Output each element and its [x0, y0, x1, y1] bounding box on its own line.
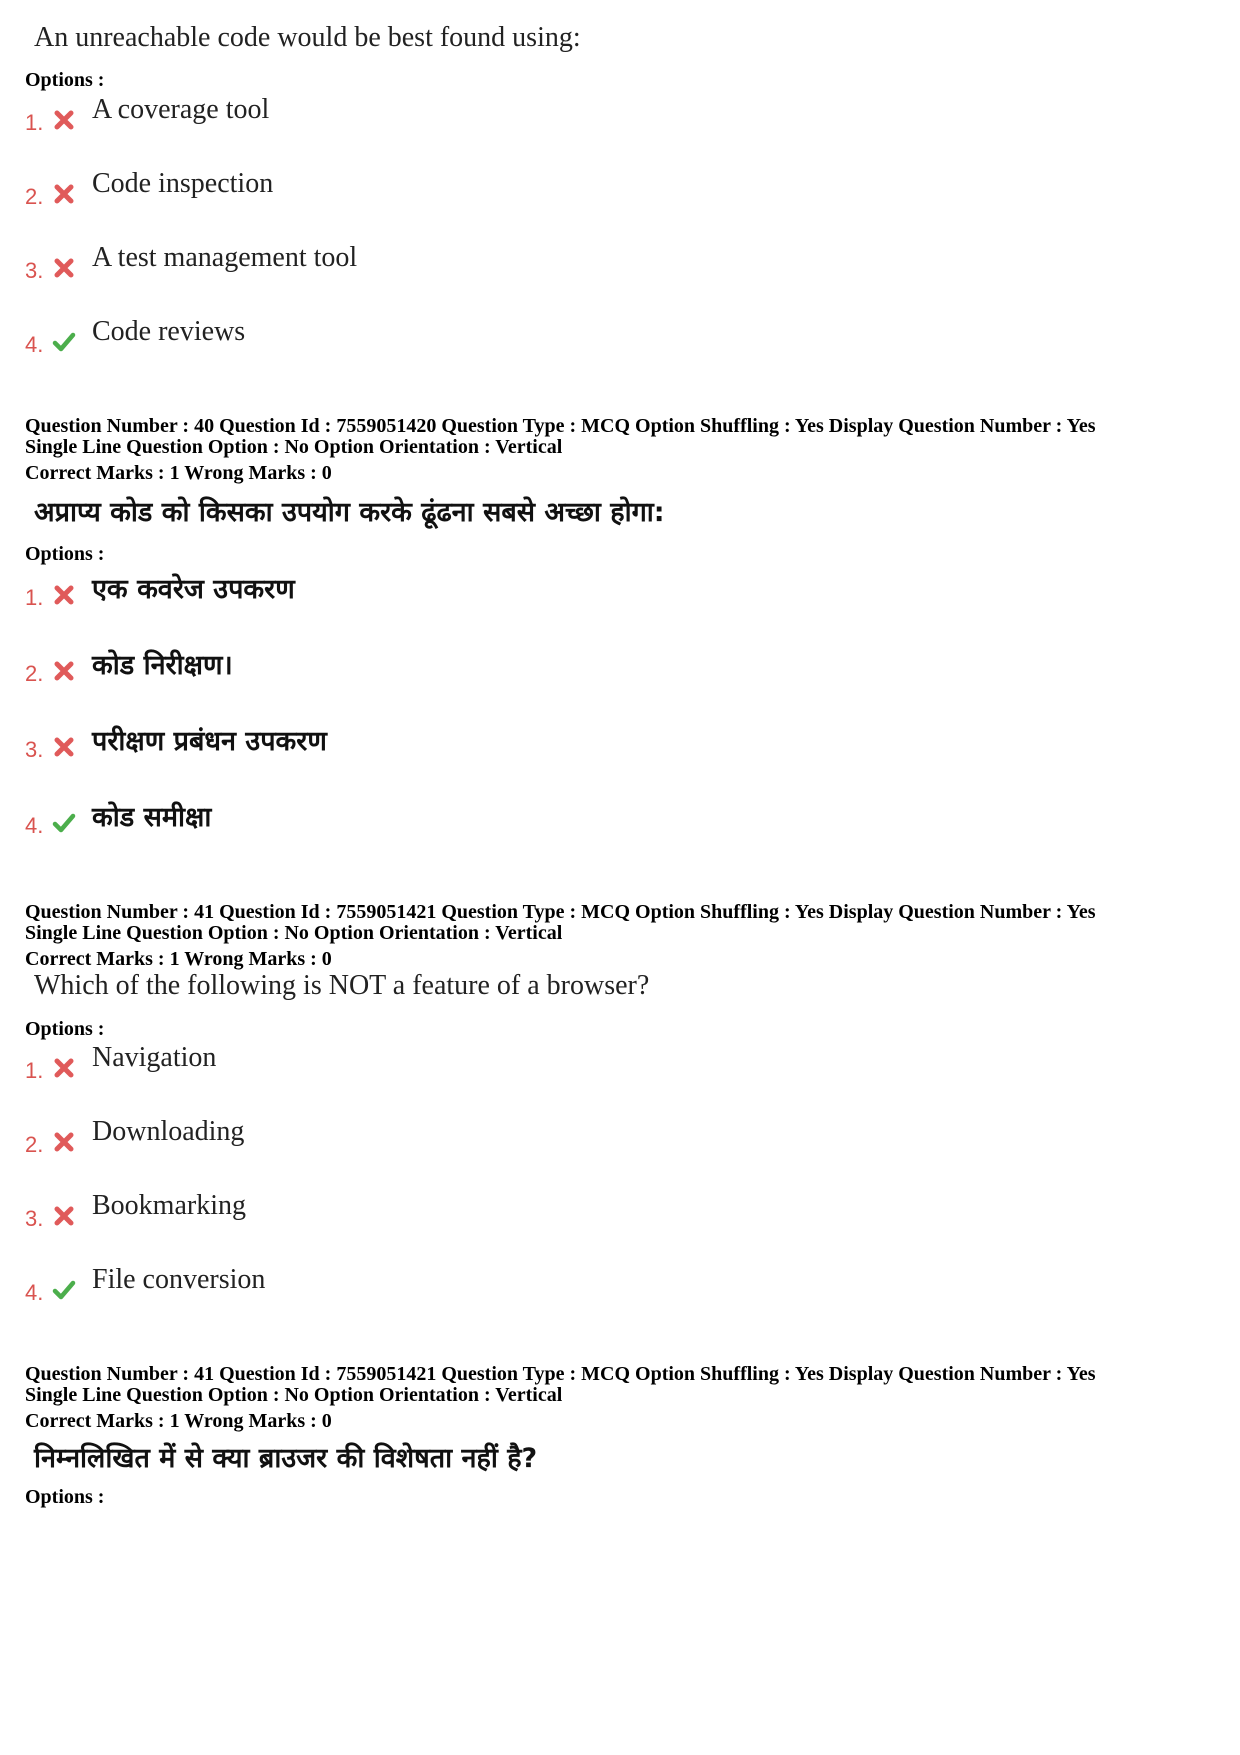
marks-line: Correct Marks : 1 Wrong Marks : 0 [25, 1410, 332, 1432]
cross-icon [52, 659, 76, 683]
cross-icon [52, 1056, 76, 1080]
question-metadata [25, 416, 1225, 484]
metadata-line: Question Number : 41 Question Id : 7559051421 Question Type : MCQ Option Shuffling : Yes Display Question Number : Yes [25, 1363, 1096, 1385]
option-text: A coverage tool [92, 94, 270, 125]
metadata-line: Single Line Question Option : No Option Orientation : Vertical [25, 1384, 563, 1406]
cross-icon [52, 182, 76, 206]
option-number: 1. [25, 110, 44, 135]
marks-line: Correct Marks : 1 Wrong Marks : 0 [25, 462, 332, 484]
question-text: Which of the following is NOT a feature of a browser? [34, 970, 650, 1001]
option-text: Code reviews [92, 316, 246, 347]
option-text: कोड निरीक्षण। [92, 650, 233, 681]
option-number: 1. [25, 1058, 44, 1083]
options-label: Options : [25, 543, 105, 565]
option-text: A test management tool [92, 242, 358, 273]
options-label: Options : [25, 1018, 105, 1040]
question-metadata [25, 1364, 1225, 1432]
check-icon [52, 330, 76, 354]
question-text: निम्नलिखित में से क्या ब्राउजर की विशेषता नहीं है? [34, 1443, 538, 1474]
check-icon [52, 1278, 76, 1302]
option-number: 3. [25, 1206, 44, 1231]
option-number: 4. [25, 332, 44, 357]
cross-icon [52, 1130, 76, 1154]
option-text: एक कवरेज उपकरण [92, 574, 295, 605]
option-number: 2. [25, 661, 44, 686]
option-number: 1. [25, 585, 44, 610]
option-text: परीक्षण प्रबंधन उपकरण [92, 726, 327, 757]
metadata-line: Question Number : 40 Question Id : 7559051420 Question Type : MCQ Option Shuffling : Yes Display Question Number : Yes [25, 415, 1096, 437]
option-text: कोड समीक्षा [92, 802, 212, 833]
question-text: An unreachable code would be best found using: [34, 22, 581, 53]
cross-icon [52, 256, 76, 280]
option-number: 3. [25, 258, 44, 283]
option-text: Navigation [92, 1042, 217, 1073]
option-text: Bookmarking [92, 1190, 246, 1221]
option-text: Code inspection [92, 168, 274, 199]
option-text: File conversion [92, 1264, 266, 1295]
options-label: Options : [25, 69, 105, 91]
cross-icon [52, 108, 76, 132]
question-text: अप्राप्य कोड को किसका उपयोग करके ढूंढना सबसे अच्छा होगा: [34, 497, 665, 528]
question-metadata [25, 902, 1225, 970]
option-number: 4. [25, 813, 44, 838]
cross-icon [52, 583, 76, 607]
marks-line: Correct Marks : 1 Wrong Marks : 0 [25, 948, 332, 970]
option-number: 4. [25, 1280, 44, 1305]
cross-icon [52, 735, 76, 759]
option-number: 2. [25, 1132, 44, 1157]
option-text: Downloading [92, 1116, 245, 1147]
option-number: 3. [25, 737, 44, 762]
check-icon [52, 811, 76, 835]
cross-icon [52, 1204, 76, 1228]
metadata-line: Single Line Question Option : No Option Orientation : Vertical [25, 436, 563, 458]
metadata-line: Question Number : 41 Question Id : 7559051421 Question Type : MCQ Option Shuffling : Yes Display Question Number : Yes [25, 901, 1096, 923]
options-label: Options : [25, 1486, 105, 1508]
metadata-line: Single Line Question Option : No Option Orientation : Vertical [25, 922, 563, 944]
option-number: 2. [25, 184, 44, 209]
